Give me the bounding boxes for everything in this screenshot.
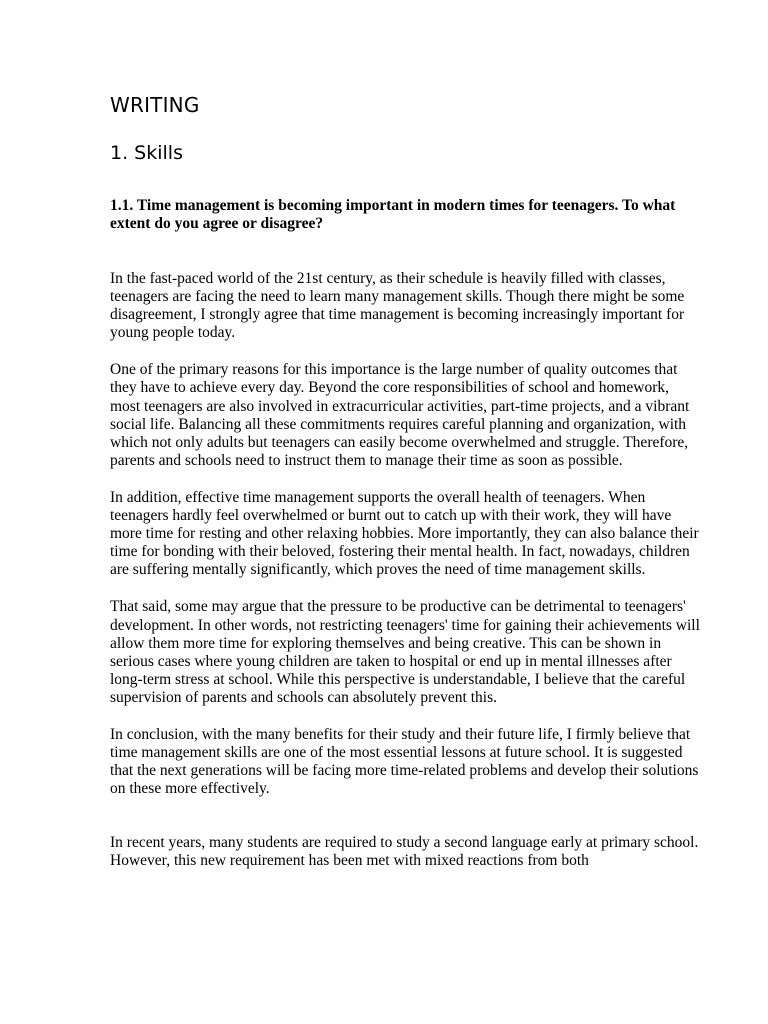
paragraph-conclusion: In conclusion, with the many benefits for their study and their future life, I firmly believe that time management skills are one of the most essential lessons at future school. It is suggested that the next generations will be facing more time-related problems and develop their solutions on these more effectively. <box>110 725 699 798</box>
section-heading: 1. Skills <box>110 142 183 164</box>
essay-question: 1.1. Time management is becoming important in modern times for teenagers. To what extent do you agree or disagree? <box>110 197 676 232</box>
document-title: WRITING <box>110 93 200 117</box>
essay-body <box>110 270 700 871</box>
document-page <box>110 92 700 871</box>
paragraph-body-1: One of the primary reasons for this importance is the large number of quality outcomes that they have to achieve every day. Beyond the core responsibilities of school and homework, most teenagers are also involved in extracurricular activities, part-time projects, and a vibrant social life. Balancing all these commitments requires careful planning and organization, with which not only adults but teenagers can easily become overwhelmed and struggle. Therefore, parents and schools need to instruct them to manage their time as soon as possible. <box>110 361 690 469</box>
paragraph-body-2: In addition, effective time management supports the overall health of teenagers. When teenagers hardly feel overwhelmed or burnt out to catch up with their work, they will have more time for resting and other relaxing hobbies. More importantly, they can also balance their time for bonding with their beloved, fostering their mental health. In fact, nowadays, children are suffering mentally significantly, which proves the need of time management skills. <box>110 488 699 579</box>
paragraph-counterargument: That said, some may argue that the pressure to be productive can be detrimental to teenagers' development. In other words, not restricting teenagers' time for gaining their achievements will allow them more time for exploring themselves and being creative. This can be shown in serious cases where young children are taken to hospital or end up in mental illnesses after long-term stress at school. While this perspective is understandable, I believe that the careful supervision of parents and schools can absolutely prevent this. <box>110 598 700 706</box>
paragraph-introduction: In the fast-paced world of the 21st century, as their schedule is heavily filled with classes, teenagers are facing the need to learn many management skills. Though there might be some disagreement, I strongly agree that time management is becoming increasingly important for young people today. <box>110 270 685 342</box>
paragraph-next-essay: In recent years, many students are required to study a second language early at primary school. However, this new requirement has been met with mixed reactions from both <box>110 834 699 870</box>
